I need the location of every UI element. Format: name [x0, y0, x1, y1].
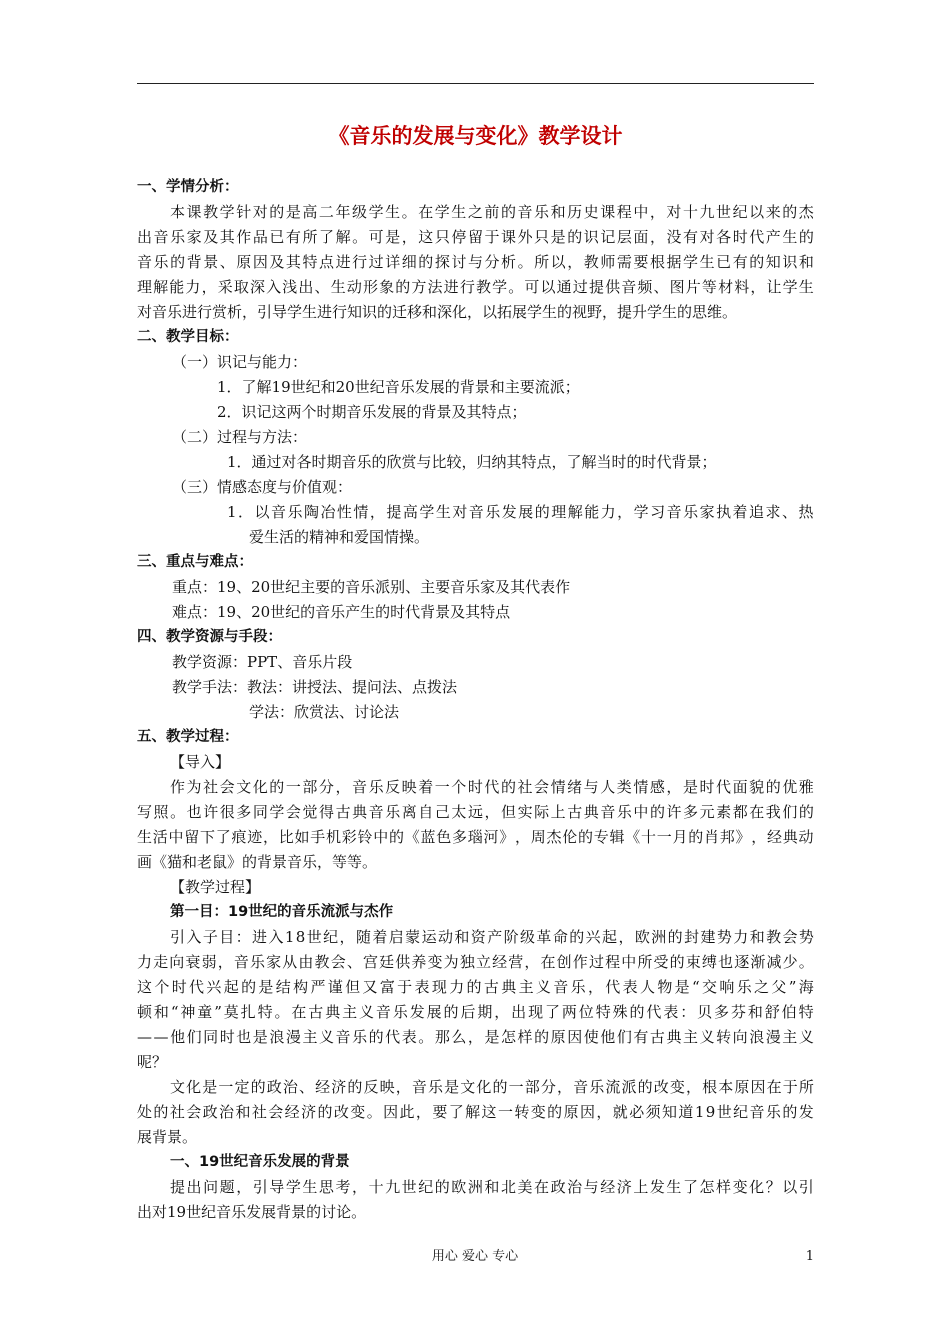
page-number: 1 [805, 1249, 814, 1264]
body-line: 爱生活的精神和爱国情操。 [249, 528, 430, 546]
section-heading: 四、教学资源与手段： [137, 629, 282, 645]
body-line: 力 走 向 衰 弱 ， 音 乐 家 从 由 教 会 、 宫 廷 供 养 变 为 独 立 经 营 ， 在 创 作 过 程 中 所 受 的 束 缚 也 逐 渐 减 少 。 [137, 953, 814, 971]
body-line: 文 化 是 一 定 的 政 治 、 经 济 的 反 映 ， 音 乐 是 文 化 的 一 部 分 ， 音 乐 流 派 的 改 变 ， 根 本 原 因 在 于 所 [170, 1078, 814, 1096]
body-line: 重点：19、20世纪主要的音乐派别、主要音乐家及其代表作 [172, 578, 571, 596]
body-line: （二）过程与方法： [172, 428, 308, 446]
body-line: 引 入 子 目 ： 进 入 1 8 世 纪 ， 随 着 启 蒙 运 动 和 资 产 阶 级 革 命 的 兴 起 ， 欧 洲 的 封 建 势 力 和 教 会 势 [170, 928, 814, 946]
section-heading: 一、学情分析： [137, 179, 239, 195]
body-line: 呢？ [137, 1053, 168, 1071]
body-line: 【教学过程】 [170, 878, 261, 896]
section-heading: 一、19世纪音乐发展的背景 [170, 1154, 350, 1170]
body-line: 1 ． 以 音 乐 陶 冶 性 情 ， 提 高 学 生 对 音 乐 发 展 的 理 解 能 力 ， 学 习 音 乐 家 执 着 追 求 、 热 [227, 503, 814, 521]
body-line: 处 的 社 会 政 治 和 社 会 经 济 的 改 变 。 因 此 ， 要 了 解 这 一 转 变 的 原 因 ， 就 必 须 知 道 1 9 世 纪 音 乐 的 发 [137, 1103, 814, 1121]
body-line: 1．通过对各时期音乐的欣赏与比较，归纳其特点，了解当时的时代背景； [227, 453, 717, 471]
body-line: 这 个 时 代 兴 起 的 是 结 构 严 谨 但 又 富 于 表 现 力 的 古 典 主 义 音 乐 ， 代 表 人 物 是 “ 交 响 乐 之 父 ” 海 [137, 978, 814, 996]
document-title: 《音乐的发展与变化》教学设计 [328, 124, 623, 148]
body-line: 音 乐 的 背 景 、 原 因 及 其 特 点 进 行 过 详 细 的 探 讨 与 分 析 。 所 以 ， 教 师 需 要 根 据 学 生 已 有 的 知 识 和 [137, 253, 814, 271]
body-line: 画《猫和老鼠》的背景音乐，等等。 [137, 853, 378, 871]
page-footer: 用心 爱心 专心 [431, 1249, 519, 1264]
body-line: 写 照 。 也 许 很 多 同 学 会 觉 得 古 典 音 乐 离 自 己 太 远 ， 但 实 际 上 古 典 音 乐 中 的 许 多 元 素 都 在 我 们 的 [137, 803, 814, 821]
body-line: — — 他 们 同 时 也 是 浪 漫 主 义 音 乐 的 代 表 。 那 么 ， 是 怎 样 的 原 因 使 他 们 有 古 典 主 义 转 向 浪 漫 主 义 [137, 1028, 814, 1046]
body-line: 展背景。 [137, 1128, 198, 1146]
body-line: 难点：19、20世纪的音乐产生的时代背景及其特点 [172, 603, 511, 621]
body-line: 出对19世纪音乐发展背景的讨论。 [137, 1203, 367, 1221]
header-rule [137, 83, 814, 84]
body-line: 生 活 中 留 下 了 痕 迹 ， 比 如 手 机 彩 铃 中 的 《 蓝 色 多 瑙 河 》 ， 周 杰 伦 的 专 辑 《 十 一 月 的 肖 邦 》 ， 经 典 动 [137, 828, 814, 846]
body-line: 提 出 问 题 ， 引 导 学 生 思 考 ， 十 九 世 纪 的 欧 洲 和 北 美 在 政 治 与 经 济 上 发 生 了 怎 样 变 化 ？ 以 引 [170, 1178, 814, 1196]
section-heading: 第一目：19世纪的音乐流派与杰作 [170, 904, 394, 920]
body-line: 学法：欣赏法、讨论法 [249, 703, 400, 721]
body-line: （三）情感态度与价值观： [172, 478, 353, 496]
body-line: 理 解 能 力 ， 采 取 深 入 浅 出 、 生 动 形 象 的 方 法 进 行 教 学 。 可 以 通 过 提 供 音 频 、 图 片 等 材 料 ， 让 学 生 [137, 278, 814, 296]
body-line: 2．识记这两个时期音乐发展的背景及其特点； [217, 403, 527, 421]
body-line: 教学资源：PPT、音乐片段 [172, 653, 353, 671]
body-line: 作 为 社 会 文 化 的 一 部 分 ， 音 乐 反 映 着 一 个 时 代 的 社 会 情 绪 与 人 类 情 感 ， 是 时 代 面 貌 的 优 雅 [170, 778, 814, 796]
body-line: 出 音 乐 家 及 其 作 品 已 有 所 了 解 。 可 是 ， 这 只 停 留 于 课 外 只 是 的 识 记 层 面 ， 没 有 对 各 时 代 产 生 的 [137, 228, 814, 246]
body-line: 【导入】 [170, 753, 231, 771]
body-line: 对音乐进行赏析，引导学生进行知识的迁移和深化，以拓展学生的视野，提升学生的思维。 [137, 303, 738, 321]
section-heading: 五、教学过程： [137, 729, 239, 745]
section-heading: 三、重点与难点： [137, 554, 253, 570]
body-line: 教学手法：教法：讲授法、提问法、点拨法 [172, 678, 458, 696]
section-heading: 二、教学目标： [137, 329, 239, 345]
body-line: 本 课 教 学 针 对 的 是 高 二 年 级 学 生 。 在 学 生 之 前 的 音 乐 和 历 史 课 程 中 ， 对 十 九 世 纪 以 来 的 杰 [170, 203, 814, 221]
body-line: （一）识记与能力： [172, 353, 308, 371]
body-line: 顿 和 “ 神 童 ” 莫 扎 特 。 在 古 典 主 义 音 乐 发 展 的 后 期 ， 出 现 了 两 位 特 殊 的 代 表 ： 贝 多 芬 和 舒 伯 特 [137, 1003, 814, 1021]
document-body [137, 175, 814, 1225]
body-line: 1．了解19世纪和20世纪音乐发展的背景和主要流派； [217, 378, 580, 396]
